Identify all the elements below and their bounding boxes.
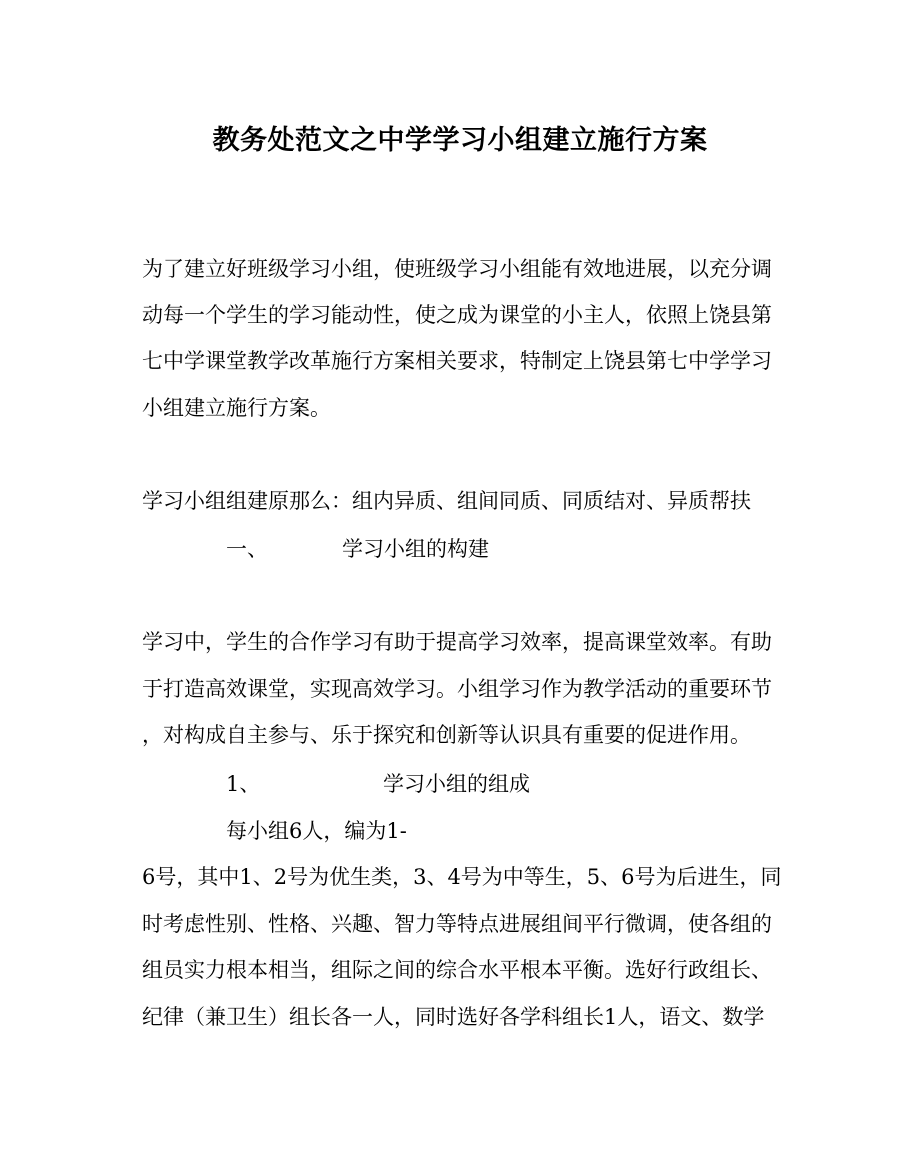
intro-line: 动每一个学生的学习能动性，使之成为课堂的小主人，依照上饶县第 [142,303,772,327]
section-heading: 学习小组的构建 [342,537,489,561]
principle-line: 学习小组组建原那么：组内异质、组间同质、同质结对、异质帮扶 [142,489,751,513]
intro-line: 小组建立施行方案。 [142,396,331,420]
subsection-line: 时考虑性别、性格、兴趣、智力等特点进展组间平行微调，使各组的 [142,912,772,936]
section-number: 一、 [226,537,268,561]
section-line: ，对构成自主参与、乐于探究和创新等认识具有重要的促进作用。 [142,723,751,747]
subsection-line: 组员实力根本相当，组际之间的综合水平根本平衡。选好行政组长、 [142,958,772,982]
section-line: 于打造高效课堂，实现高效学习。小组学习作为教学活动的重要环节 [142,677,772,701]
intro-line: 七中学课堂教学改革施行方案相关要求，特制定上饶县第七中学学习 [142,349,772,373]
subsection-line: 纪律（兼卫生）组长各一人，同时选好各学科组长1人，语文、数学 [142,1005,765,1029]
section-line: 学习中，学生的合作学习有助于提高学习效率，提高课堂效率。有助 [142,630,772,654]
document-title: 教务处范文之中学学习小组建立施行方案 [212,125,708,156]
subsection-heading: 学习小组的组成 [383,772,530,796]
intro-line: 为了建立好班级学习小组，使班级学习小组能有效地进展，以充分调 [142,257,772,281]
subsection-line: 6号，其中1、2号为优生类，3、4号为中等生，5、6号为后进生，同 [142,865,782,889]
subsection-first-line: 每小组6人，编为1- [226,819,407,843]
subsection-number: 1、 [226,772,261,796]
